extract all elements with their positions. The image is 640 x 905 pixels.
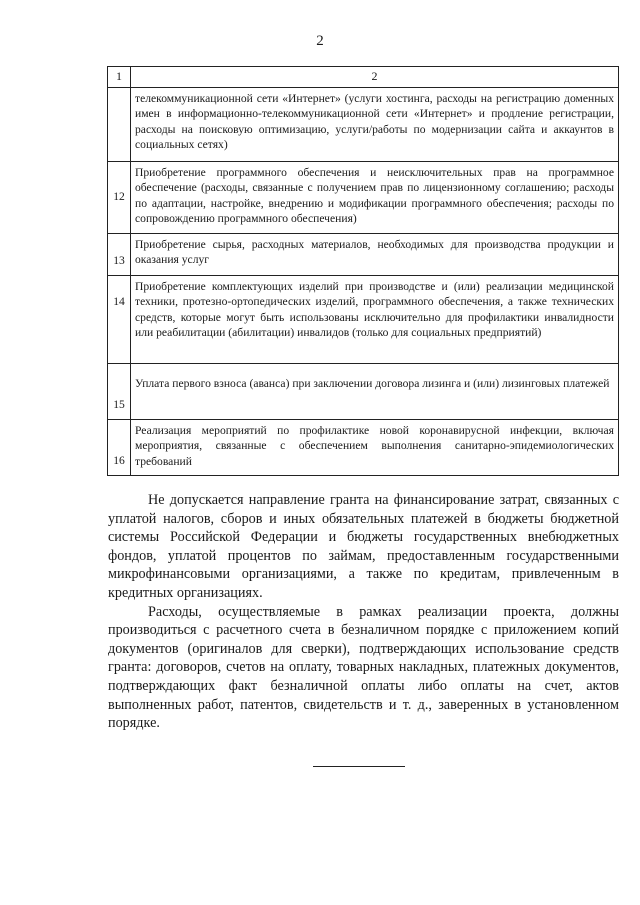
row-number: 15: [108, 363, 131, 419]
row-text: Уплата первого взноса (аванса) при заключении договора лизинга и (или) лизинговых платежей: [131, 363, 619, 419]
row-text: Приобретение программного обеспечения и неисключительных прав на программное обеспечение (расходы, связанные с получением прав по лицензионному соглашению; расходы по адаптации, настройке, внедрению и модификации программного обеспечения; расходы по сопровождению программного обеспечения): [131, 161, 619, 233]
row-number: [108, 87, 131, 161]
column-header-number: 1: [108, 67, 131, 88]
row-number: 12: [108, 161, 131, 233]
table-row: [108, 363, 619, 419]
end-divider: [313, 766, 405, 767]
row-number: 14: [108, 275, 131, 363]
table-row: [108, 233, 619, 275]
table-header-row: [108, 67, 619, 88]
body-text: [108, 491, 619, 733]
paragraph: Расходы, осуществляемые в рамках реализации проекта, должны производиться с расчетного счета в безналичном порядке с приложением копий документов (оригиналов для сверки), подтверждающих использование средств гранта: договоров, счетов на оплату, товарных накладных, платежных документов, подтверждающих факт безналичной оплаты либо оплаты на счет, актов выполненных работ, патентов, свидетельств и т. д., заверенных в установленном порядке.: [108, 603, 619, 732]
row-text: Приобретение комплектующих изделий при производстве и (или) реализации медицинской техники, протезно-ортопедических изделий, программного обеспечения, а также технических средств, которые могут быть использованы исключительно для профилактики инвалидности или реабилитации (абилитации) инвалидов (только для социальных предприятий): [131, 275, 619, 363]
paragraph: Не допускается направление гранта на финансирование затрат, связанных с уплатой налогов, сборов и иных обязательных платежей в бюджеты бюджетной системы Российской Федерации и бюджеты государственных внебюджетных фондов, уплатой процентов по займам, предоставленным государственными микрофинансовыми организациями, а также по кредитам, привлеченным в кредитных организациях.: [108, 492, 619, 601]
row-number: 13: [108, 233, 131, 275]
table-row: [108, 161, 619, 233]
expenses-table: [107, 66, 619, 476]
row-number: 16: [108, 419, 131, 475]
table-row: [108, 419, 619, 475]
table-row: [108, 275, 619, 363]
table-row: [108, 87, 619, 161]
row-text: Реализация мероприятий по профилактике новой коронавирусной инфекции, включая мероприятия, связанные с обеспечением выполнения санитарно-эпидемиологических требований: [131, 419, 619, 475]
column-header-description: 2: [131, 67, 619, 88]
page-number: 2: [316, 33, 324, 49]
row-text: телекоммуникационной сети «Интернет» (услуги хостинга, расходы на регистрацию доменных имен в информационно-телекоммуникационной сети «Интернет» и продление регистрации, расходы на поисковую оптимизацию, услуги/работы по модернизации сайта и аккаунтов в социальных сетях): [131, 87, 619, 161]
row-text: Приобретение сырья, расходных материалов, необходимых для производства продукции и оказания услуг: [131, 233, 619, 275]
